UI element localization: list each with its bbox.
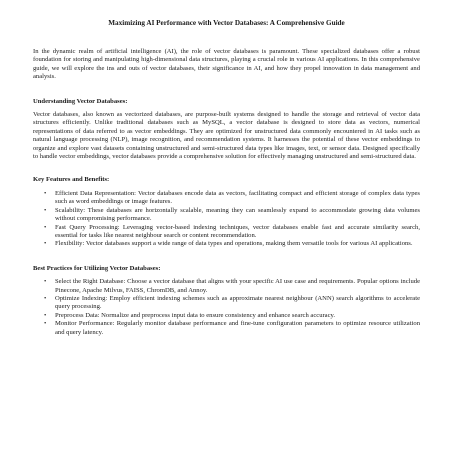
section-heading-understanding: Understanding Vector Databases: (33, 97, 128, 105)
list-item (44, 278, 420, 295)
bullet-icon: • (44, 278, 47, 286)
bullet-icon: • (44, 223, 47, 231)
bullet-icon: • (44, 294, 47, 302)
document-title: Maximizing AI Performance with Vector Databases: A Comprehensive Guide (108, 19, 345, 27)
list-item (44, 240, 420, 248)
list-item-text: Monitor Performance: Regularly monitor database performance and fine-tune configuration parameters to optimize resource utilization and query latency. (55, 320, 420, 336)
section-text-understanding: Vector databases, also known as vectorized databases, are purpose-built systems designed to handle the storage and retrieval of vector data structures efficiently. Unlike traditional databases such as MySQL, a vector database is designed to store data as vectors, numerical representations of data referred to as vector embeddings. They are optimized for unstructured data commonly encountered in AI tasks such as natural language processing (NLP), image recognition, and recommendation systems. It harnesses the potential of these vector embeddings to organize and explore vast datasets containing unstructured and semi-structured data types like images, text, or sensor data. Designed specifically to handle vector embeddings, vector databases provide a comprehensive solution for effectively managing unstructured and semi-structured data. (33, 111, 420, 161)
list-item-text: Efficient Data Representation: Vector databases encode data as vectors, facilitating compact and efficient storage of complex data types such as word embeddings or image features. (55, 189, 420, 206)
bullet-icon: • (44, 320, 47, 328)
list-item-text: Select the Right Database: Choose a vector database that aligns with your specific AI use case and requirements. Popular options include Pinecone, Apache Milvus, FAISS, ChromDB, and Annoy. (55, 278, 420, 294)
bullet-icon: • (44, 206, 47, 214)
list-item (44, 311, 420, 320)
list-item (44, 223, 420, 241)
list-item-text: Preprocess Data: Normalize and preprocess input data to ensure consistency and enhance search accuracy. (55, 311, 336, 319)
list-item (44, 189, 420, 207)
list-item-text: Optimize Indexing: Employ efficient indexing schemes such as approximate nearest neighbour (ANN) search algorithms to accelerate query processing. (55, 294, 420, 311)
section-heading-best-practices: Best Practices for Utilizing Vector Databases: (33, 264, 161, 272)
list-item-text: Scalability: These databases are horizontally scalable, meaning they can seamlessly expand to accommodate growing data volumes without compromising performance. (55, 206, 420, 223)
bullet-icon: • (44, 311, 47, 319)
list-item-text: Fast Query Processing: Leveraging vector-based indexing techniques, vector databases enable fast and accurate similarity search, essential for tasks like nearest neighbour search or content recommendation. (55, 223, 420, 239)
list-item (44, 294, 420, 312)
best-practices-list (33, 278, 420, 337)
list-item-text: Flexibility: Vector databases support a wide range of data types and operations, making them versatile tools for various AI applications. (55, 240, 413, 248)
list-item (44, 206, 420, 224)
bullet-icon: • (44, 189, 47, 197)
features-list (33, 190, 420, 249)
section-heading-features: Key Features and Benefits: (33, 176, 110, 184)
intro-paragraph: In the dynamic realm of artificial intelligence (AI), the role of vector databases is paramount. These specialized databases offer a robust foundation for storing and manipulating high-dimensional data structures, playing a crucial role in various AI applications. In this comprehensive guide, we will explore the ins and outs of vector databases, their significance in AI, and how they propel innovation in data management and analysis. (33, 48, 420, 81)
bullet-icon: • (44, 240, 47, 248)
list-item (44, 320, 420, 337)
document-page (33, 19, 420, 353)
